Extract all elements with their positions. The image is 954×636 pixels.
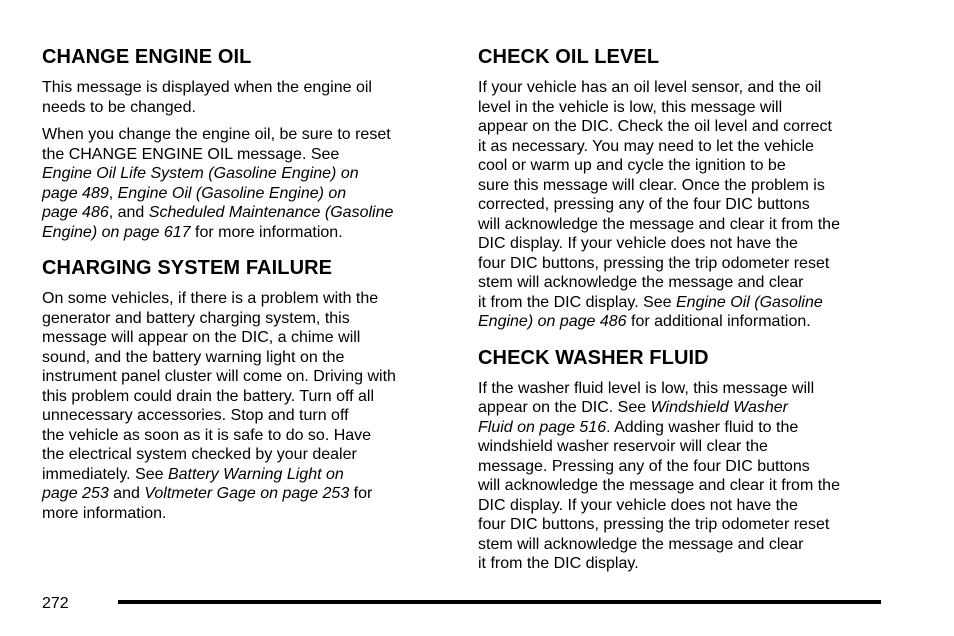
cross-reference-text: Scheduled Maintenance (Gasoline Engine) on page 617	[42, 204, 394, 241]
body-text: . Adding washer fluid to the windshield washer reservoir will clear the message. Pressing any of the four DIC buttons will acknowledge the message and clear it from the DIC display. If your vehicle does not have the four DIC buttons, pressing the trip odometer reset stem will acknowledge the message and clear it from the DIC display.	[478, 418, 840, 572]
section-charging-system-failure	[42, 255, 452, 523]
cross-reference-text: Engine Oil Life System (Gasoline Engine) on page 489	[42, 165, 359, 202]
body-text: for more information.	[42, 485, 373, 522]
section-check-washer-fluid	[478, 345, 888, 574]
body-text: This message is displayed when the engine oil needs to be changed.	[42, 79, 372, 116]
section-heading: CHANGE ENGINE OIL	[42, 46, 252, 68]
body-text: If the washer fluid level is low, this message will appear on the DIC. See	[478, 379, 815, 416]
left-column	[42, 44, 452, 536]
cross-reference-text: Engine Oil (Gasoline Engine) on page 486	[478, 293, 823, 330]
footer-rule	[118, 600, 881, 604]
body-text: When you change the engine oil, be sure to reset the CHANGE ENGINE OIL message. See	[42, 126, 391, 163]
cross-reference-text: Battery Warning Light on page 253	[42, 465, 344, 502]
body-paragraph	[42, 78, 452, 117]
body-paragraph	[478, 78, 888, 332]
cross-reference-text: Voltmeter Gage on page 253	[144, 485, 350, 502]
right-column	[478, 44, 888, 587]
body-paragraph	[478, 379, 888, 574]
body-text: for additional information.	[626, 313, 811, 330]
body-paragraph	[42, 289, 452, 523]
body-text: for more information.	[190, 223, 343, 241]
page-number: 272	[42, 595, 69, 612]
section-change-engine-oil	[42, 44, 452, 242]
body-paragraph	[42, 125, 452, 242]
cross-reference-text: Windshield Washer Fluid on page 516	[478, 399, 788, 436]
body-text: On some vehicles, if there is a problem with the generator and battery charging system, this message will appear on the DIC, a chime will sound, and the battery warning light on the instrument panel cluster will come on. Driving with this problem could drain the battery. Turn off all unnecessary accessories. Stop and turn off the vehicle as soon as it is safe to do so. Have the electrical system checked by your dealer immediately. See	[42, 290, 396, 483]
section-heading: CHECK WASHER FLUID	[478, 346, 709, 369]
body-text: ,	[108, 184, 118, 202]
body-text: and	[108, 485, 145, 502]
body-text: , and	[108, 204, 149, 221]
section-heading: CHARGING SYSTEM FAILURE	[42, 257, 333, 279]
section-heading: CHECK OIL LEVEL	[478, 46, 660, 68]
section-check-oil-level	[478, 44, 888, 332]
body-text: If your vehicle has an oil level sensor, and the oil level in the vehicle is low, this message will appear on the DIC. Check the oil level and correct it as necessary. You may need to let the vehicle cool or warm up and cycle the ignition to be sure this message will clear. Once the problem is corrected, pressing any of the four DIC buttons will acknowledge the message and clear it from the DIC display. If your vehicle does not have the four DIC buttons, pressing the trip odometer reset stem will acknowledge the message and clear it from the DIC display. See	[478, 79, 840, 311]
cross-reference-text: Engine Oil (Gasoline Engine) on page 486	[42, 184, 347, 221]
